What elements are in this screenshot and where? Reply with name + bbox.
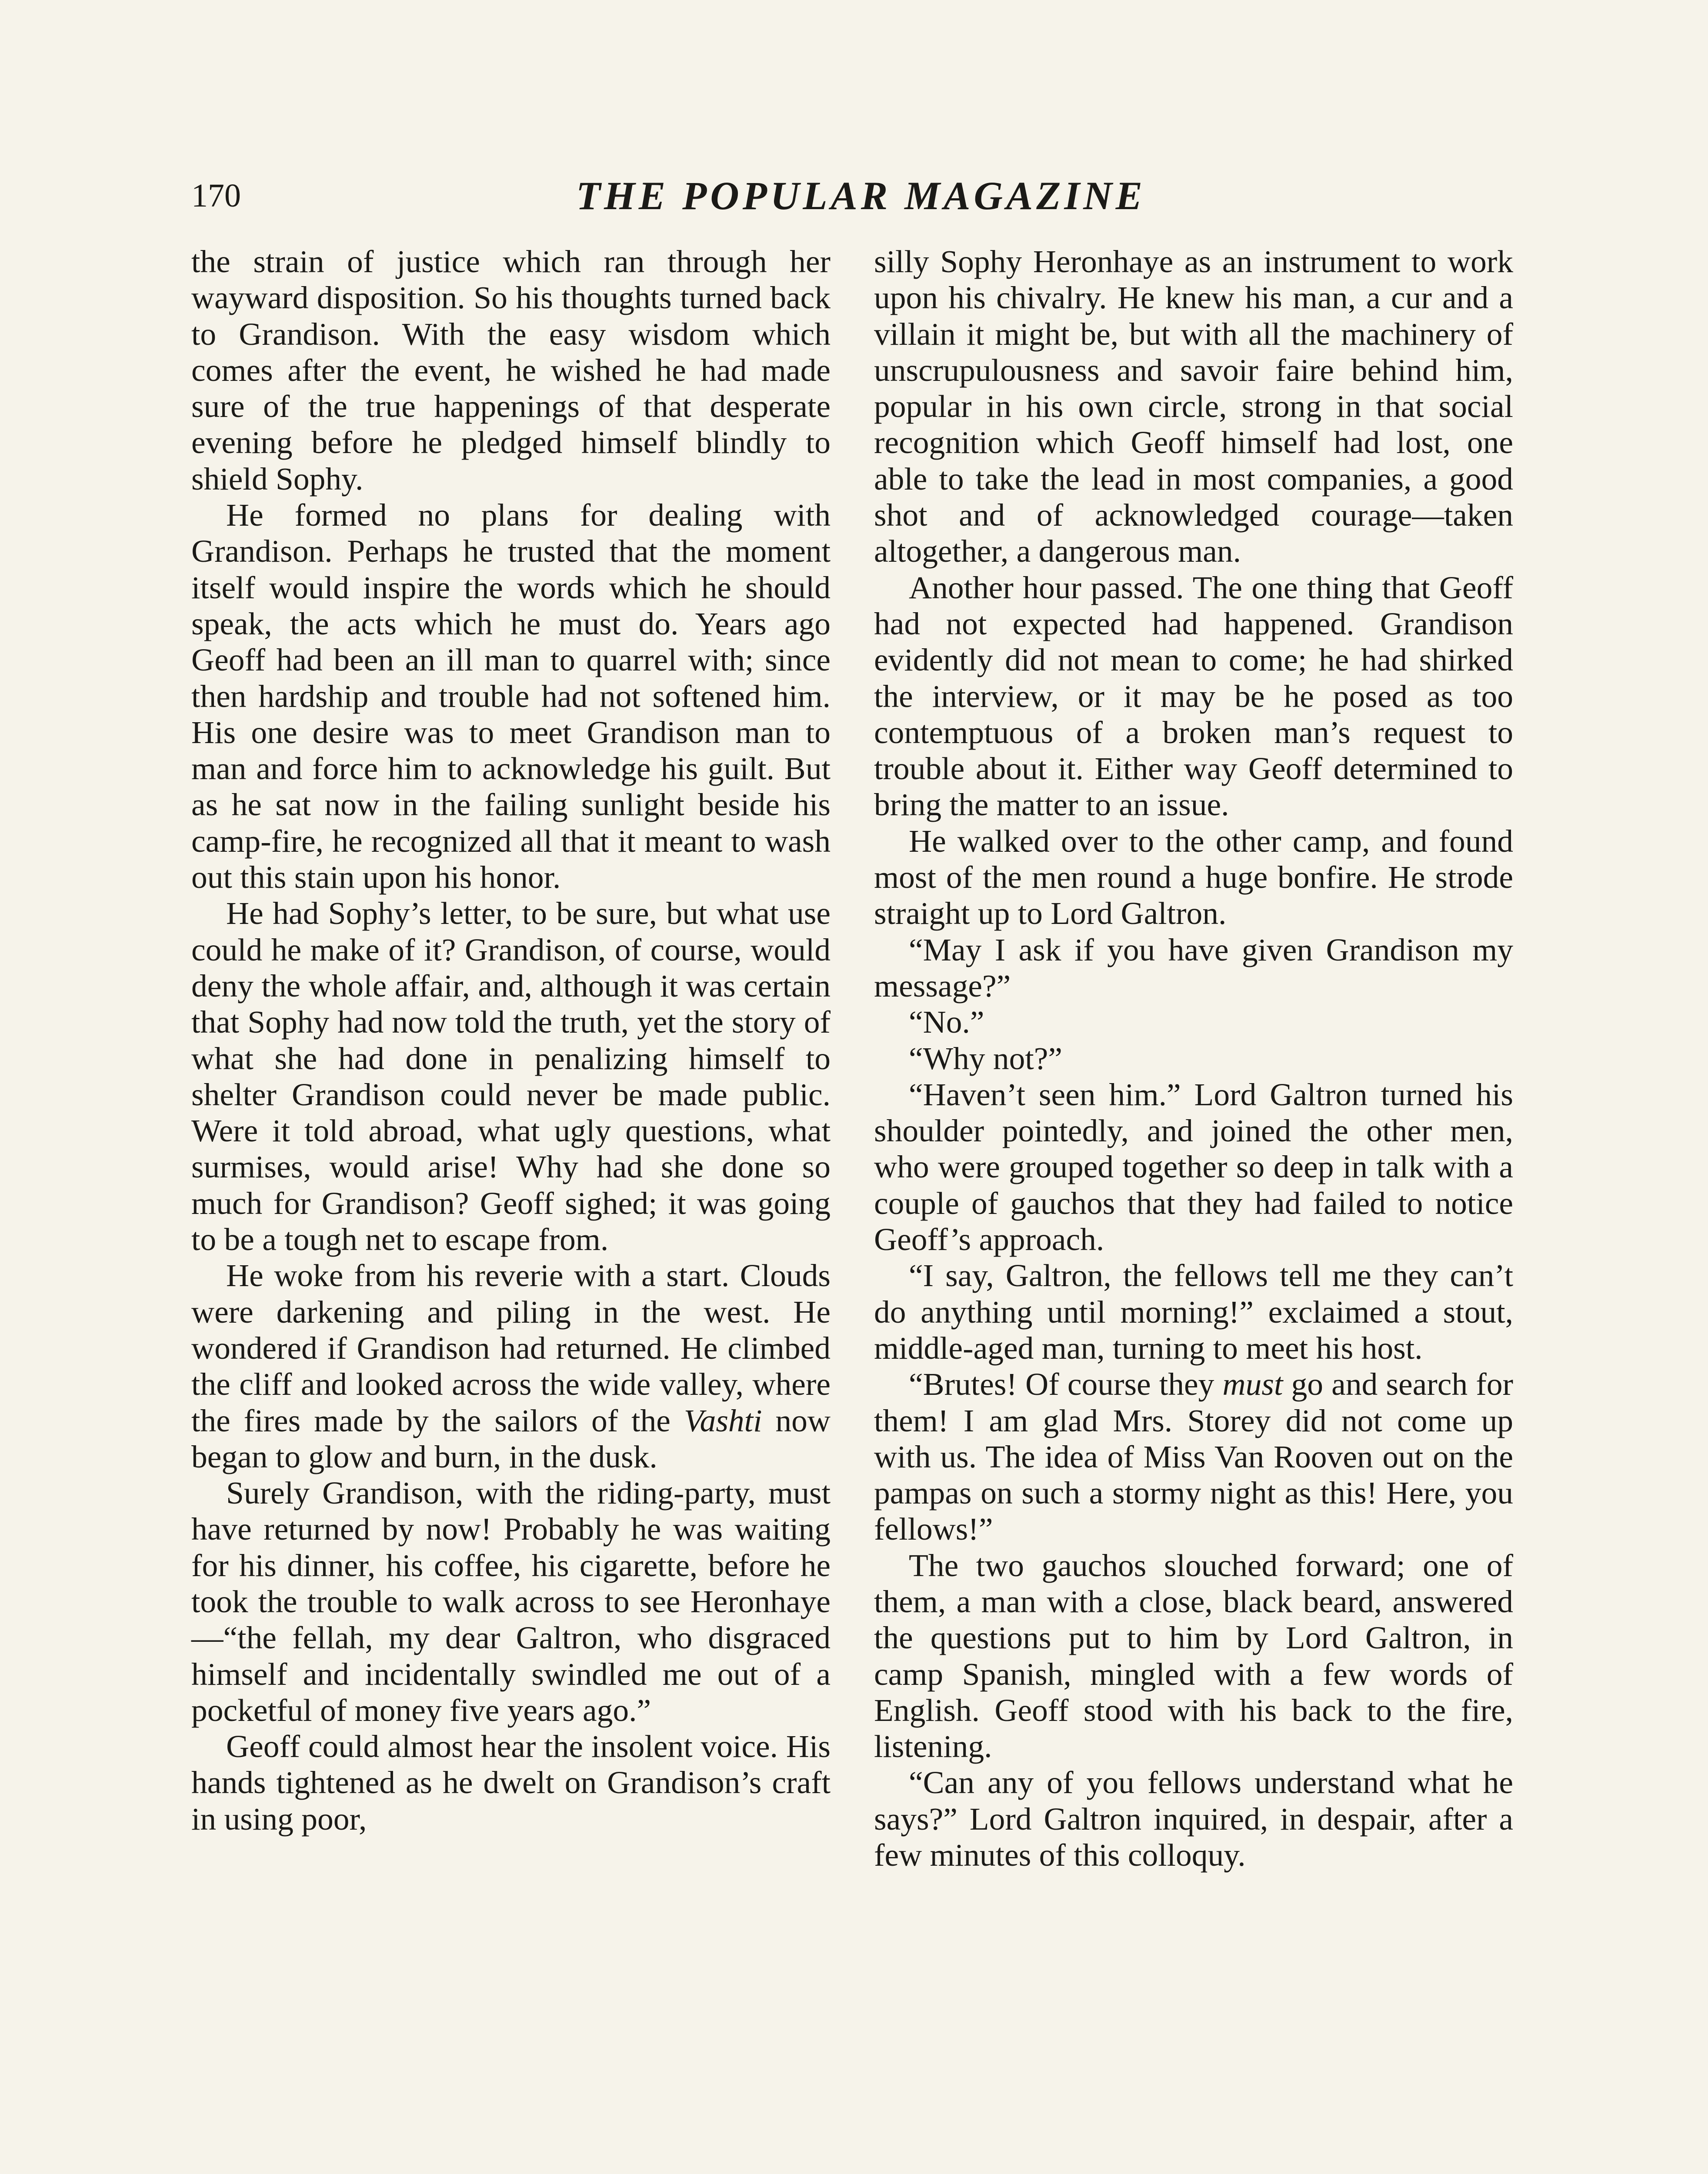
- emphasis: must: [1222, 1367, 1283, 1402]
- paragraph: “May I ask if you have given Grandison my message?”: [874, 932, 1513, 1004]
- paragraph: “No.”: [909, 1004, 984, 1040]
- paragraph: Another hour passed. The one thing that Geoff had not expected had happened. Grandison evidently did not mean to come; he had shirked the interview, or it may be he posed as too contemptuous of a broken man’s request to trouble about it. Either way Geoff determined to bring the matter to an issue.: [874, 570, 1513, 823]
- paragraph-text: “Brutes! Of course they: [909, 1367, 1223, 1402]
- paragraph: Geoff could almost hear the insolent voice. His hands tightened as he dwelt on Grandison’s craft in using poor,: [191, 1729, 831, 1837]
- paragraph: Surely Grandison, with the riding-party, must have returned by now! Probably he was waiting for his dinner, his coffee, his cigarette, before he took the trouble to walk across to see Heronhaye—“the fellah, my dear Galtron, who disgraced himself and incidentally swindled me out of a pocketful of money five years ago.”: [191, 1475, 831, 1728]
- paragraph: He walked over to the other camp, and found most of the men round a huge bonfire. He strode straight up to Lord Galtron.: [874, 823, 1513, 931]
- paragraph-text: He woke from his reverie with a start. Clouds were darkening and piling in the west. He wondered if Grandison had returned. He climbed the cliff and looked across the wide valley, where the fires made by the sailors of the: [191, 1258, 831, 1438]
- paragraph: He had Sophy’s letter, to be sure, but what use could he make of it? Grandison, of course, would deny the whole affair, and, although it was certain that Sophy had now told the truth, yet the story of what she had done in penalizing himself to shelter Grandison could never be made public. Were it told abroad, what ugly questions, what surmises, would arise! Why had she done so much for Grandison? Geoff sighed; it was going to be a tough net to escape from.: [191, 896, 831, 1257]
- paragraph: “Can any of you fellows understand what he says?” Lord Galtron inquired, in despair, after a few minutes of this colloquy.: [874, 1765, 1513, 1873]
- paragraph-text: go and search for them! I am glad Mrs. Storey did not come up with us. The idea of Miss Van Rooven out on the pampas on such a stormy night as this! Here, you fellows!”: [874, 1367, 1513, 1547]
- running-title: THE POPULAR MAGAZINE: [576, 173, 1146, 218]
- paragraph-text: now began to glow and burn, in the dusk.: [191, 1403, 831, 1474]
- page-header: [191, 165, 1531, 226]
- paragraph: “I say, Galtron, the fellows tell me they can’t do anything until morning!” exclaimed a stout, middle-aged man, turning to meet his host.: [874, 1258, 1513, 1366]
- paragraph: The two gauchos slouched forward; one of them, a man with a close, black beard, answered the questions put to him by Lord Galtron, in camp Spanish, mingled with a few words of English. Geoff stood with his back to the fire, listening.: [874, 1547, 1513, 1764]
- page-number: 170: [191, 177, 241, 214]
- ship-name: Vashti: [684, 1403, 762, 1438]
- paragraph: [191, 1257, 831, 1475]
- left-column: [191, 243, 831, 2174]
- right-column: [874, 243, 1513, 2174]
- paragraph: “Haven’t seen him.” Lord Galtron turned his shoulder pointedly, and joined the other men, who were grouped together so deep in talk with a couple of gauchos that they had failed to notice Geoff’s approach.: [874, 1077, 1513, 1257]
- paragraph: [874, 1366, 1513, 1547]
- paragraph: silly Sophy Heronhaye as an instrument to work upon his chivalry. He knew his man, a cur and a villain it might be, but with all the machinery of unscrupulousness and savoir faire behind him, popular in his own circle, strong in that social recognition which Geoff himself had lost, one able to take the lead in most companies, a good shot and of acknowledged courage—taken altogether, a dangerous man.: [874, 244, 1513, 569]
- paragraph: He formed no plans for dealing with Grandison. Perhaps he trusted that the moment itself would inspire the words which he should speak, the acts which he must do. Years ago Geoff had been an ill man to quarrel with; since then hardship and trouble had not softened him. His one desire was to meet Grandison man to man and force him to acknowledge his guilt. But as he sat now in the failing sunlight beside his camp-fire, he recognized all that it meant to wash out this stain upon his honor.: [191, 497, 831, 895]
- paragraph: “Why not?”: [909, 1040, 1063, 1076]
- paragraph: the strain of justice which ran through her wayward disposition. So his thoughts turned back to Grandison. With the easy wisdom which comes after the event, he wished he had made sure of the true happenings of that desperate evening before he pledged himself blindly to shield Sophy.: [191, 244, 831, 497]
